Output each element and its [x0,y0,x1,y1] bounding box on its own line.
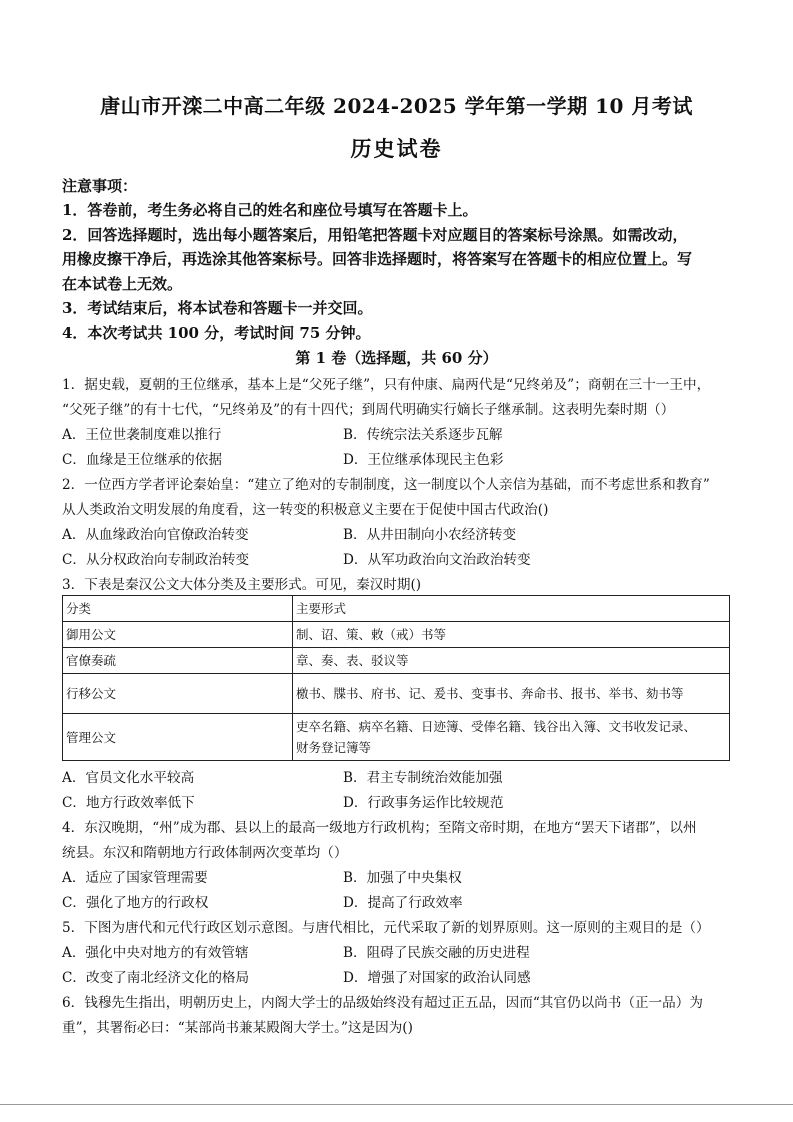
q6-stem-line: 6．钱穆先生指出，明朝历史上，内阁大学士的品级始终没有超过正五品，因而“其官仍以尚书（正一品）为 [62,995,703,1011]
table-cell-forms: 制、诏、策、敕（戒）书等 [293,622,730,648]
notice-line: 用橡皮擦干净后，再选涂其他答案标号。回答非选择题时，将答案写在答题卡的相应位置上。写 [62,250,693,268]
q3-option-d: D．行政事务运作比较规范 [343,795,504,811]
exam-title: 唐山市开滦二中高二年级 2024-2025 学年第一学期 10 月考试 [100,94,693,118]
q1-option-c: C．血缘是王位继承的依据 [62,452,222,468]
table-row [63,622,730,648]
q3-option-a: A．官员文化水平较高 [62,770,195,786]
q3-table [62,595,730,761]
exam-subtitle: 历史试卷 [350,136,443,161]
table-row [63,674,730,714]
q4-stem-line: 4．东汉晚期，“州”成为郡、县以上的最高一级地方行政机构；至隋文帝时期，在地方“罢天下诸郡”，以州 [62,820,697,836]
q2-option-d: D．从军功政治向文治政治转变 [343,552,531,568]
q5-option-b: B．阻碍了民族交融的历史进程 [343,945,530,961]
notice-line: 1．答卷前，考生务必将自己的姓名和座位号填写在答题卡上。 [62,201,478,219]
q2-option-a: A．从血缘政治向官僚政治转变 [62,527,249,543]
q2-option-b: B．从井田制向小农经济转变 [343,527,517,543]
page-bottom-rule [0,1104,793,1105]
q3-option-c: C．地方行政效率低下 [62,795,195,811]
table-cell-category: 官僚奏疏 [63,648,293,674]
notice-line: 2．回答选择题时，选出每小题答案后，用铅笔把答题卡对应题目的答案标号涂黑。如需改动， [62,226,688,244]
table-cell-category: 行移公文 [63,674,293,714]
notice-line: 在本试卷上无效。 [62,275,183,293]
q1-stem-line: “父死子继”的有十七代，“兄终弟及”的有十四代；到周代明确实行嫡长子继承制。这表明先秦时期（） [62,402,675,418]
table-row [63,648,730,674]
q5-option-d: D．增强了对国家的政治认同感 [343,970,531,986]
q4-option-c: C．强化了地方的行政权 [62,895,209,911]
table-header-row [63,596,730,622]
notice-heading: 注意事项： [62,177,138,195]
q2-stem-line: 从人类政治文明发展的角度看，这一转变的积极意义主要在于促使中国古代政治() [62,502,549,518]
q4-option-a: A．适应了国家管理需要 [62,870,208,886]
table-header-cell: 主要形式 [293,596,730,622]
q5-option-c: C．改变了南北经济文化的格局 [62,970,250,986]
table-cell-forms-line: 吏卒名籍、病卒名籍、日迹簿、受俸名籍、钱谷出入簿、文书收发记录、 [296,719,697,734]
q5-option-a: A．强化中央对地方的有效管辖 [62,945,249,961]
q1-stem-line: 1．据史载，夏朝的王位继承，基本上是“父死子继”，只有仲康、扁两代是“兄终弟及”；商朝在三十一王中， [62,377,711,393]
section-title: 第 1 卷（选择题，共 60 分） [295,349,498,367]
q4-stem-line: 统县。东汉和隋朝地方行政体制两次变革均（） [62,845,348,861]
table-cell-forms: 章、奏、表、驳议等 [293,648,730,674]
q3-option-b: B．君主专制统治效能加强 [343,770,503,786]
q2-stem-line: 2．一位西方学者评论秦始皇：“建立了绝对的专制制度，这一制度以个人亲信为基础，而不考虑世系和教育” [62,477,710,493]
table-cell-category: 御用公文 [63,622,293,648]
q1-option-d: D．王位继承体现民主色彩 [343,452,504,468]
table-cell-forms-multiline [293,714,730,761]
q5-stem: 5．下图为唐代和元代行政区划示意图。与唐代相比，元代采取了新的划界原则。这一原则的主观目的是（） [62,920,710,936]
q2-option-c: C．从分权政治向专制政治转变 [62,552,250,568]
table-header-cell: 分类 [63,596,293,622]
q1-option-a: A．王位世袭制度难以推行 [62,427,222,443]
q1-option-b: B．传统宗法关系逐步瓦解 [343,427,503,443]
q6-stem-line: 重”，其署衔必曰：“某部尚书兼某殿阁大学士。”这是因为() [62,1020,413,1036]
q3-stem: 3．下表是秦汉公文大体分类及主要形式。可见，秦汉时期() [62,577,422,593]
q4-option-d: D．提高了行政效率 [343,895,463,911]
table-cell-category: 管理公文 [63,714,293,761]
q4-option-b: B．加强了中央集权 [343,870,462,886]
notice-line: 4．本次考试共 100 分，考试时间 75 分钟。 [62,324,371,342]
table-cell-forms-line: 财务登记簿等 [296,740,372,755]
notice-line: 3．考试结束后，将本试卷和答题卡一并交回。 [62,299,373,317]
table-cell-forms: 檄书、牒书、府书、记、爰书、变事书、奔命书、报书、举书、劾书等 [293,674,730,714]
table-row [63,714,730,761]
